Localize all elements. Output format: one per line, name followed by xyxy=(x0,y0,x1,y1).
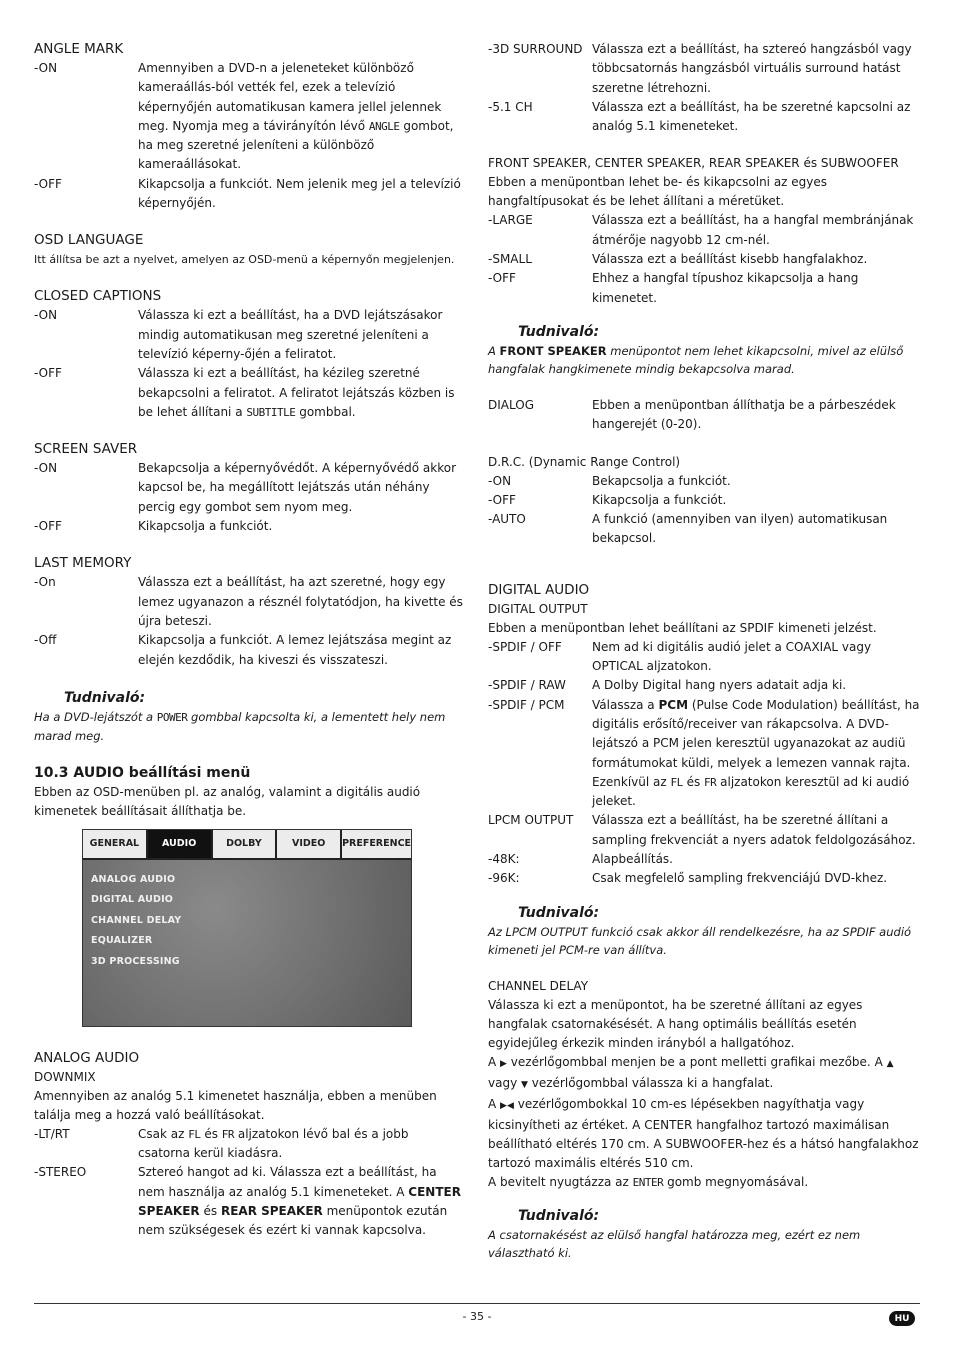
option-key: -3D SURROUND xyxy=(488,42,583,56)
option-key: -SMALL xyxy=(488,252,532,267)
text: és xyxy=(686,774,701,789)
text: A xyxy=(488,1096,497,1111)
text: aljzatokon keresztül ad ki audió jeleket. xyxy=(592,774,910,809)
k96-row xyxy=(488,869,920,888)
option-description: Kikapcsolja a funkciót. Nem jelenik meg jel a televízió képernyőjén. xyxy=(138,176,461,211)
fr-label: FR xyxy=(704,775,717,789)
option-description xyxy=(138,59,464,175)
channel-delay-confirm-text xyxy=(488,1173,920,1192)
option-description xyxy=(592,696,920,812)
text: Amennyiben a DVD-n a jeleneteket különböző kameraállás-ból vették fel, ezek a televízió képernyőjén automatikusan kamera jellel jelennek meg. Nyomja meg a távirányítón lévő xyxy=(138,61,442,133)
ltrt-row xyxy=(34,1125,464,1164)
dialog-row xyxy=(488,396,920,435)
text: vezérlőgombbal menjen be a pont melletti grafikai mezőbe. A xyxy=(510,1054,883,1069)
option-key: DIALOG xyxy=(488,397,534,412)
note-title: Tudnivaló: xyxy=(64,689,146,706)
channel-delay-adjust-text xyxy=(488,1095,920,1173)
angle-button-label: ANGLE xyxy=(368,119,400,133)
option-description: Csak megfelelő sampling frekvenciájú DVD-khez. xyxy=(592,871,888,886)
note-title: Tudnivaló: xyxy=(518,904,600,921)
text: gombbal kapcsolta ki, a lementett hely nem marad meg. xyxy=(34,709,446,743)
last-memory-heading: LAST MEMORY xyxy=(34,555,132,572)
option-key: -OFF xyxy=(488,492,516,507)
osd-language-heading: OSD LANGUAGE xyxy=(34,232,144,249)
spdif-pcm-row xyxy=(488,696,920,812)
last-memory-off-row xyxy=(34,631,464,670)
option-description: Nem ad ki digitális audió jelet a COAXIAL vagy OPTICAL aljzatokon. xyxy=(592,639,872,674)
speakers-heading: FRONT SPEAKER, CENTER SPEAKER, REAR SPEAKER és SUBWOOFER xyxy=(488,156,899,171)
option-description xyxy=(138,1163,464,1240)
text: vezérlőgombokkal 10 cm-es lépésekben nagyíthatja vagy kicsinyítheti az értéket. A CENTER hangfalhoz tartozó maximálisan beállítható eltérés 170 cm. A SUBWOOFER-hez és a hátsó hangfalakhoz tartozó maximális eltérés 510 cm. xyxy=(488,1096,919,1170)
option-description: Válassza ezt a beállítást, ha azt szeretné, hogy egy lemez ugyanazon a résznél folytatódjon, ha kivette és újra beteszi. xyxy=(138,575,463,628)
text: vagy xyxy=(488,1075,518,1090)
option-key: -LARGE xyxy=(488,213,533,228)
option-description: Ebben a menüpontban állíthatja be a párbeszédek hangerejét (0-20). xyxy=(592,397,896,432)
text: (Pulse Code Modulation) beállítást, ha digitális erősítő/receiver van rákapcsolva. A DVD-lejátszó a PCM jelen keresztül ugyanazokat az audiü formátumokat küldi, melyek a lemezen vannak rajta. Ezenkívül az xyxy=(592,697,920,789)
closed-captions-on-row xyxy=(34,306,464,364)
text: gomb megnyomásával. xyxy=(667,1174,809,1189)
ch51-row xyxy=(488,98,920,137)
text: és xyxy=(204,1126,218,1141)
stereo-row xyxy=(34,1163,464,1240)
option-key: -SPDIF / RAW xyxy=(488,678,566,693)
osd-tab-general: GENERAL xyxy=(83,830,148,858)
angle-mark-on-row xyxy=(34,59,464,175)
right-arrow-icon: ▶ xyxy=(500,1100,507,1111)
option-key: -OFF xyxy=(34,366,62,381)
option-key: -ON xyxy=(488,473,512,488)
option-key: -AUTO xyxy=(488,512,526,527)
osd-tab-bar xyxy=(83,830,411,860)
option-description: Válassza ezt a beállítást, ha be szeretné kapcsolni az analóg 5.1 kimeneteket. xyxy=(592,99,911,134)
page-number: - 35 - xyxy=(462,1310,492,1323)
pcm-label: PCM xyxy=(658,697,689,712)
language-badge: HU xyxy=(889,1311,915,1326)
drc-heading: D.R.C. (Dynamic Range Control) xyxy=(488,454,681,469)
note-title: Tudnivaló: xyxy=(518,323,600,340)
closed-captions-heading: CLOSED CAPTIONS xyxy=(34,288,162,305)
screen-saver-on-row xyxy=(34,459,464,517)
option-key: -SPDIF / OFF xyxy=(488,639,562,654)
option-description: Bekapcsolja a funkciót. xyxy=(592,473,731,488)
left-arrow-icon: ◀ xyxy=(506,1100,514,1111)
option-key: -On xyxy=(34,575,56,590)
angle-mark-off-row xyxy=(34,175,464,214)
option-description: A Dolby Digital hang nyers adatait adja ki. xyxy=(592,678,847,693)
enter-button-label: ENTER xyxy=(632,1175,664,1189)
osd-item-channel-delay: CHANNEL DELAY xyxy=(91,914,182,926)
text: menüpontot nem lehet kikapcsolni, mivel az elülső hangfalak hangkimenete mindig bekapcsolva marad. xyxy=(488,343,904,376)
option-key: -SPDIF / PCM xyxy=(488,697,565,712)
osd-tab-dolby: DOLBY xyxy=(213,830,278,858)
text: A xyxy=(488,1054,497,1069)
option-description: Kikapcsolja a funkciót. A lemez lejátszása megint az elején kezdődik, ha kiveszi és visszateszi. xyxy=(138,633,452,667)
speakers-text: Ebben a menüpontban lehet be- és kikapcsolni az egyes hangfaltípusokat és be lehet állítani a méretüket. xyxy=(488,175,828,209)
option-key: -96K: xyxy=(488,871,520,886)
osd-tab-preference: PREFERENCE xyxy=(342,838,412,850)
note-title: Tudnivaló: xyxy=(518,1207,600,1224)
text: Sztereó hangot ad ki. Válassza ezt a beállítást, ha nem használja az analóg 5.1 kimeneteket. A xyxy=(138,1165,437,1199)
osd-tab-video: VIDEO xyxy=(277,830,342,858)
text: gombbal. xyxy=(299,404,356,419)
option-key: LPCM OUTPUT xyxy=(488,813,574,828)
option-description xyxy=(138,364,464,422)
spdif-raw-row xyxy=(488,676,920,695)
lpcm-row xyxy=(488,811,920,850)
analog-audio-heading: ANALOG AUDIO xyxy=(34,1049,140,1066)
osd-item-digital-audio: DIGITAL AUDIO xyxy=(91,894,174,906)
screen-saver-heading: SCREEN SAVER xyxy=(34,441,138,458)
option-description xyxy=(138,1125,464,1164)
osd-menu-screenshot xyxy=(82,829,412,1027)
left-column xyxy=(34,40,464,1241)
note-text: A csatornakésést az elülső hangfal határozza meg, ezért ez nem választható ki. xyxy=(488,1227,861,1260)
angle-mark-heading: ANGLE MARK xyxy=(34,41,124,57)
audio-section-title: 10.3 AUDIO beállítási menü xyxy=(34,764,251,781)
text: Csak az xyxy=(138,1126,185,1141)
text: A xyxy=(488,343,496,358)
osd-item-equalizer: EQUALIZER xyxy=(91,935,153,947)
option-description: Bekapcsolja a képernyővédőt. A képernyővédő akkor kapcsol be, ha megállított lejátszás után néhány percig egy gombot sem nyom meg. xyxy=(138,461,457,514)
fl-label: FL xyxy=(188,1127,201,1141)
text: gombot, ha meg szeretné jeleníteni a különböző kameraállásokat. xyxy=(138,118,454,172)
text: Válassza ki ezt a beállítást, ha kézileg szeretné bekapcsolni a feliratot. A feliratot lejátszás közben is be lehet állítani a xyxy=(138,366,455,419)
channel-delay-text: Válassza ki ezt a menüpontot, ha be szeretné állítani az egyes hangfalak csatornakésését. A hang optimális beállítás esetén egyidejűleg érkezik minden irányból a hallgatóhoz. xyxy=(488,997,863,1050)
option-key: -OFF xyxy=(488,271,516,286)
option-description: A funkció (amennyiben van ilyen) automatikusan bekapcsol. xyxy=(592,512,888,546)
option-description: Alapbeállítás. xyxy=(592,852,673,867)
k48-row xyxy=(488,850,920,869)
option-key: -ON xyxy=(34,461,58,476)
last-memory-on-row xyxy=(34,573,464,631)
right-arrow-icon: ▶ xyxy=(500,1058,507,1069)
option-description: Válassza ezt a beállítást, ha be szeretné állítani a sampling frekvenciát a nyers adatok feldolgozásához. xyxy=(592,813,916,847)
fl-label: FL xyxy=(670,775,683,789)
option-key: -ON xyxy=(34,61,58,75)
option-description: Válassza ezt a beállítást, ha sztereó hangzásból vagy többcsatornás hangzásból virtuális surround hatást szeretne létrehozni. xyxy=(592,42,912,95)
option-key: -OFF xyxy=(34,176,62,191)
option-key: -ON xyxy=(34,308,58,323)
text: aljzatokon lévő bal és a jobb csatorna kerül kiadásra. xyxy=(138,1126,409,1161)
text: Ha a DVD-lejátszót a xyxy=(34,709,154,724)
audio-section-text: Ebben az OSD-menüben pl. az analóg, valamint a digitális audió kimenetek beállításait állíthatja be. xyxy=(34,784,421,818)
large-row xyxy=(488,211,920,250)
option-key: -LT/RT xyxy=(34,1126,70,1141)
drc-on-row xyxy=(488,472,920,491)
osd-item-3d-processing: 3D PROCESSING xyxy=(91,955,180,967)
power-button-label: POWER xyxy=(156,710,188,724)
text: Válassza a xyxy=(592,697,655,712)
note-text xyxy=(488,342,920,378)
note-text xyxy=(34,708,464,745)
down-arrow-icon: ▼ xyxy=(521,1079,528,1090)
option-description: Kikapcsolja a funkciót. xyxy=(592,492,727,507)
center-speaker-label: CENTER SPEAKER xyxy=(138,1184,461,1219)
subtitle-button-label: SUBTITLE xyxy=(246,405,296,419)
osd-language-text: Itt állítsa be azt a nyelvet, amelyen az OSD-menü a képernyőn megjelenjen. xyxy=(34,253,455,267)
downmix-subheading: DOWNMIX xyxy=(34,1069,96,1084)
front-speaker-label: FRONT SPEAKER xyxy=(499,343,607,358)
option-key: -STEREO xyxy=(34,1165,87,1180)
note-text: Az LPCM OUTPUT funkció csak akkor áll rendelkezésre, ha az SPDIF audió kimeneti jel PCM-re van állítva. xyxy=(488,924,912,957)
surround-row xyxy=(488,40,920,98)
closed-captions-off-row xyxy=(34,364,464,422)
osd-menu-items xyxy=(83,860,411,973)
option-description: Válassza ezt a beállítást kisebb hangfalakhoz. xyxy=(592,252,868,267)
up-arrow-icon: ▲ xyxy=(886,1058,894,1069)
option-key: -48K: xyxy=(488,852,520,867)
footer-divider xyxy=(34,1303,920,1304)
text: és xyxy=(203,1204,218,1219)
drc-off-row xyxy=(488,491,920,510)
rear-speaker-label: REAR SPEAKER xyxy=(220,1204,323,1219)
text: menüpontok ezután nem szükségesek és ezért ki vannak kapcsolva. xyxy=(138,1204,448,1238)
option-key: -5.1 CH xyxy=(488,99,533,114)
fr-label: FR xyxy=(221,1127,235,1141)
text: A bevitelt nyugtázza az xyxy=(488,1174,629,1189)
text: vezérlőgombbal válassza ki a hangfalat. xyxy=(531,1075,774,1090)
digital-audio-heading: DIGITAL AUDIO xyxy=(488,581,590,598)
channel-delay-heading: CHANNEL DELAY xyxy=(488,978,589,993)
option-description: Ehhez a hangfal típushoz kikapcsolja a hang kimenetet. xyxy=(592,271,859,305)
screen-saver-off-row xyxy=(34,517,464,536)
option-description: Válassza ezt a beállítást, ha a hangfal membránjának átmérője nagyobb 12 cm-nél. xyxy=(592,213,914,247)
digital-output-subheading: DIGITAL OUTPUT xyxy=(488,601,588,616)
option-key: -OFF xyxy=(34,519,62,534)
small-row xyxy=(488,250,920,269)
option-description: Válassza ki ezt a beállítást, ha a DVD lejátszásakor mindig automatikusan meg szeretné jeleníteni a televízió képerny-őjén a feliratot. xyxy=(138,308,443,361)
off-row xyxy=(488,269,920,308)
osd-item-analog-audio: ANALOG AUDIO xyxy=(91,873,176,885)
channel-delay-nav-text xyxy=(488,1053,920,1095)
drc-auto-row xyxy=(488,510,920,549)
option-description: Kikapcsolja a funkciót. xyxy=(138,519,273,534)
osd-tab-audio: AUDIO xyxy=(148,830,213,858)
option-key: -Off xyxy=(34,633,57,648)
analog-audio-text: Amennyiben az analóg 5.1 kimenetet használja, ebben a menüben találja meg a hozzá való beállításokat. xyxy=(34,1088,437,1122)
spdif-off-row xyxy=(488,638,920,677)
right-column xyxy=(488,40,920,1262)
digital-output-text: Ebben a menüpontban lehet beállítani az SPDIF kimeneti jelzést. xyxy=(488,620,877,635)
